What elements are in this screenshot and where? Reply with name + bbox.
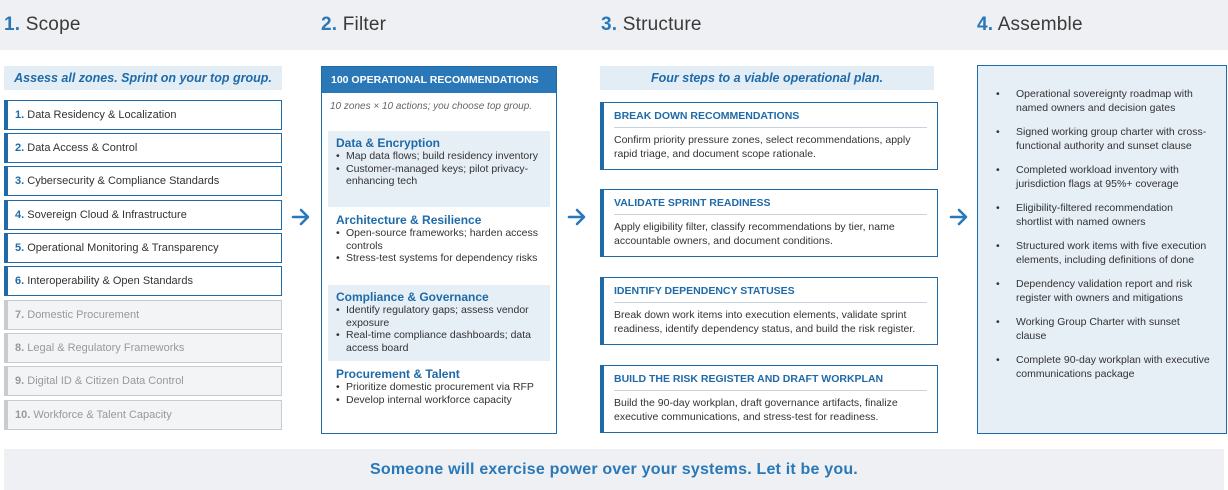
structure-step: VALIDATE SPRINT READINESS Apply eligibility filter, classify recommendations by tier, name accountable owners, and document conditions.: [600, 189, 938, 257]
filter-panel: [321, 66, 557, 434]
structure-step: IDENTIFY DEPENDENCY STATUSES Break down work items into execution elements, validate sprint readiness, identify dependency status, and build the risk register.: [600, 277, 938, 345]
structure-step: BREAK DOWN RECOMMENDATIONS Confirm priority pressure zones, select recommendations, apply rapid triage, and document scope rationale.: [600, 102, 938, 170]
zone-item-inactive: 8. Legal & Regulatory Frameworks: [4, 333, 282, 363]
column-heading-assemble: 4. Assemble: [977, 14, 1083, 35]
column-heading-scope: 1. Scope: [4, 14, 81, 35]
structure-banner: Four steps to a viable operational plan.: [600, 66, 934, 90]
zone-item: 2. Data Access & Control: [4, 133, 282, 163]
filter-category: Procurement & Talent • Prioritize domestic procurement via RFP • Develop internal workforce capacity: [328, 362, 550, 414]
footer-band: [4, 449, 1224, 490]
deliverable-item: • Complete 90-day workplan with executive communications package: [996, 354, 1212, 381]
deliverable-item: • Working Group Charter with sunset clause: [996, 316, 1212, 343]
structure-step: BUILD THE RISK REGISTER AND DRAFT WORKPLAN Build the 90-day workplan, draft governance artifacts, finalize executive communications, and stress-test for readiness.: [600, 365, 938, 433]
zone-item-inactive: 10. Workforce & Talent Capacity: [4, 400, 282, 430]
zone-item: 4. Sovereign Cloud & Infrastructure: [4, 200, 282, 230]
filter-subtitle: 10 zones × 10 actions; you choose top group.: [330, 101, 533, 112]
arrow-right-icon: [566, 206, 588, 228]
column-heading-structure: 3. Structure: [601, 14, 702, 35]
zone-item: 6. Interoperability & Open Standards: [4, 266, 282, 296]
deliverable-item: • Completed workload inventory with jurisdiction flags at 95%+ coverage: [996, 164, 1212, 191]
zone-item: 1. Data Residency & Localization: [4, 100, 282, 130]
deliverable-item: • Eligibility-filtered recommendation shortlist with named owners: [996, 202, 1212, 229]
filter-header: 100 OPERATIONAL RECOMMENDATIONS: [322, 67, 556, 93]
filter-category: Data & Encryption • Map data flows; build residency inventory • Customer-managed keys; pilot privacy-enhancing tech: [328, 131, 550, 207]
arrow-right-icon: [948, 206, 970, 228]
zone-item-inactive: 9. Digital ID & Citizen Data Control: [4, 366, 282, 396]
zone-item-inactive: 7. Domestic Procurement: [4, 300, 282, 330]
filter-category: Architecture & Resilience • Open-source frameworks; harden access controls • Stress-test systems for dependency risks: [328, 208, 550, 284]
deliverable-item: • Structured work items with five execution elements, including definitions of done: [996, 240, 1212, 267]
deliverable-item: • Signed working group charter with cross-functional authority and sunset clause: [996, 126, 1212, 153]
assemble-panel: [977, 65, 1227, 434]
column-heading-filter: 2. Filter: [321, 14, 387, 35]
footer-tagline: Someone will exercise power over your systems. Let it be you.: [370, 461, 858, 478]
deliverable-item: • Operational sovereignty roadmap with named owners and decision gates: [996, 88, 1212, 115]
deliverable-item: • Dependency validation report and risk register with owners and mitigations: [996, 278, 1212, 305]
zone-item: 3. Cybersecurity & Compliance Standards: [4, 166, 282, 196]
arrow-right-icon: [290, 206, 312, 228]
filter-category: Compliance & Governance • Identify regulatory gaps; assess vendor exposure • Real-time compliance dashboards; data access board: [328, 285, 550, 361]
zone-item: 5. Operational Monitoring & Transparency: [4, 233, 282, 263]
scope-banner: Assess all zones. Sprint on your top group.: [4, 66, 282, 90]
